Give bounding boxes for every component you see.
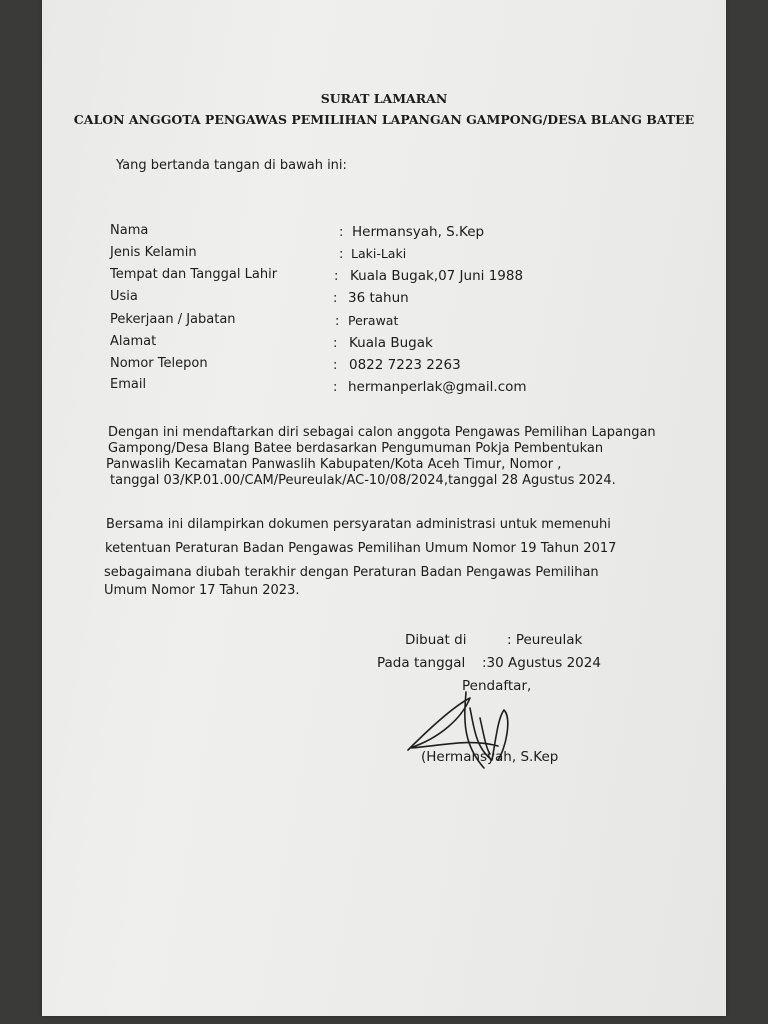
paragraph-line: sebagaimana diubah terakhir dengan Peraturan Badan Pengawas Pemilihan [104, 565, 599, 580]
paragraph-line: Dengan ini mendaftarkan diri sebagai calon anggota Pengawas Pemilihan Lapangan [108, 425, 656, 440]
date-value: :30 Agustus 2024 [482, 655, 601, 671]
field-label: Jenis Kelamin [110, 245, 197, 260]
paragraph-line: Bersama ini dilampirkan dokumen persyaratan administrasi untuk memenuhi [106, 517, 611, 532]
field-value: Hermansyah, S.Kep [352, 224, 485, 240]
letter-title: SURAT LAMARAN [320, 91, 448, 106]
field-value: Perawat [348, 313, 399, 328]
role-label: Pendaftar, [462, 678, 532, 694]
field-label: Email [110, 377, 147, 392]
field-colon: : [339, 247, 344, 262]
letter-subtitle: CALON ANGGOTA PENGAWAS PEMILIHAN LAPANGAN GAMPONG/DESA BLANG BATEE [73, 112, 695, 127]
field-colon: : [333, 380, 338, 395]
paragraph-line: Panwaslih Kecamatan Panwaslih Kabupaten/Kota Aceh Timur, Nomor , [106, 457, 562, 472]
field-label: Nomor Telepon [110, 356, 208, 371]
paragraph-line: Gampong/Desa Blang Batee berdasarkan Pengumuman Pokja Pembentukan [108, 441, 604, 456]
field-colon: : [339, 225, 344, 240]
field-colon: : [333, 336, 338, 351]
place-value: : Peureulak [507, 632, 583, 648]
field-colon: : [333, 358, 338, 373]
date-label: Pada tanggal [377, 655, 466, 671]
paragraph-line: tanggal 03/KP.01.00/CAM/Peureulak/AC-10/08/2024,tanggal 28 Agustus 2024. [110, 473, 616, 488]
intro-text: Yang bertanda tangan di bawah ini: [116, 158, 347, 173]
field-value: 36 tahun [348, 290, 409, 306]
field-label: Usia [110, 289, 138, 304]
handwritten-signature [400, 688, 520, 798]
field-value: 0822 7223 2263 [349, 357, 461, 373]
field-label: Tempat dan Tanggal Lahir [110, 267, 278, 282]
field-colon: : [334, 269, 339, 284]
field-label: Pekerjaan / Jabatan [110, 312, 236, 327]
signer-name: (Hermansyah, S.Kep [421, 749, 559, 765]
place-label: Dibuat di [405, 632, 467, 648]
field-colon: : [333, 291, 338, 306]
paragraph-line: Umum Nomor 17 Tahun 2023. [104, 583, 300, 598]
field-value: hermanperlak@gmail.com [348, 379, 527, 395]
field-label: Alamat [110, 334, 157, 349]
field-value: Kuala Bugak,07 Juni 1988 [350, 268, 524, 284]
paper-sheet [42, 0, 726, 1016]
field-value: Kuala Bugak [349, 335, 433, 351]
field-colon: : [335, 314, 340, 329]
paragraph-line: ketentuan Peraturan Badan Pengawas Pemilihan Umum Nomor 19 Tahun 2017 [105, 541, 617, 556]
field-value: Laki-Laki [351, 246, 407, 261]
field-label: Nama [110, 223, 149, 238]
